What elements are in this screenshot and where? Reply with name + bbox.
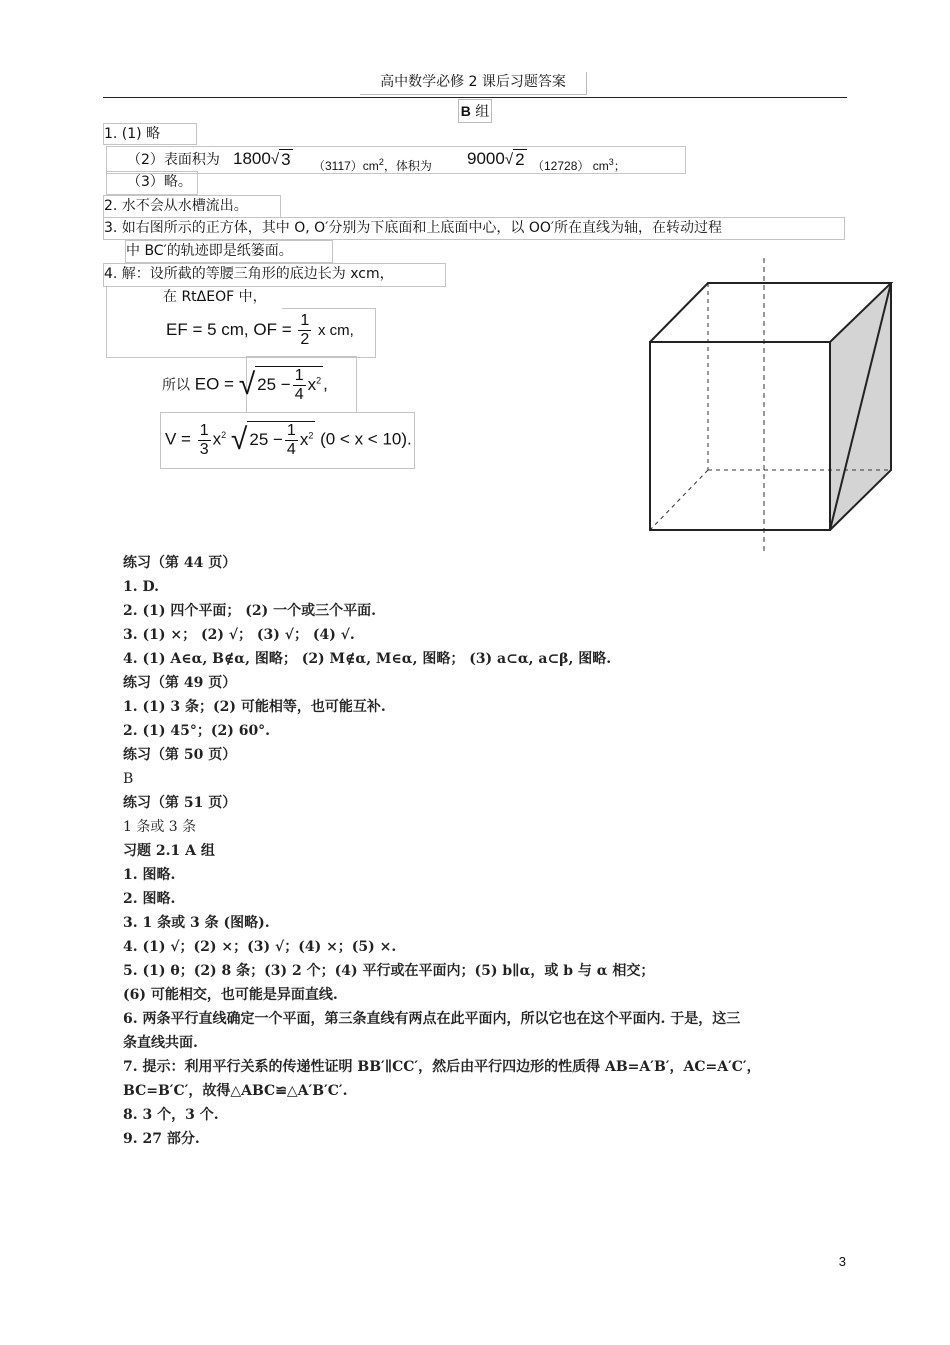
scan-line: 2. (1) 四个平面； (2) 一个或三个平面. — [123, 603, 376, 619]
scan-line: 3. (1) ×； (2) √； (3) √； (4) √. — [123, 627, 355, 643]
item-1b-text: （2）表面积为 — [127, 152, 220, 168]
formula-eo: 所以 EO = √ 25 − $\frac{1}{4}$ $x^2$ , — [162, 367, 328, 403]
formula-volume: V = $\frac{1}{3}$ $x^2$ √ 25 − $\frac{1}{4}$ $x^2$ (0 < x < 10). — [165, 421, 412, 458]
scan-line: 6. 两条平行直线确定一个平面，第三条直线有两点在此平面内，所以它也在这个平面内. 于是，这三 — [123, 1011, 741, 1027]
scan-line: 2. 图略. — [123, 891, 176, 907]
scan-line: (6) 可能相交，也可能是异面直线. — [123, 987, 338, 1003]
item-3b: 中 BC′的轨迹即是纸篓面。 — [125, 240, 333, 263]
area-value: 1800√ 3 — [233, 149, 291, 170]
scan-line: 习题 2.1 A 组 — [123, 843, 215, 859]
scan-line: 1. D. — [123, 579, 160, 595]
group-word: 组 — [475, 104, 490, 120]
scan-line: 3. 1 条或 3 条 (图略). — [123, 915, 270, 931]
scan-line: 5. (1) θ；(2) 8 条；(3) 2 个；(4) 平行或在平面内；(5) b∥α，或 b 与 α 相交； — [123, 963, 655, 979]
scan-line: 练习（第 44 页） — [123, 555, 237, 571]
page-header: 高中数学必修 2 课后习题答案 — [360, 72, 587, 95]
scan-line: 1. (1) 3 条；(2) 可能相等，也可能互补. — [123, 699, 386, 715]
scan-line: 练习（第 51 页） — [123, 795, 237, 811]
fraction-third: $\frac{1}{3}$ — [199, 421, 209, 458]
scan-line: 4. (1) A∈α, B∉α, 图略； (2) M∉α, M∈α, 图略； (3) a⊂α, a⊂β, 图略. — [123, 651, 612, 667]
scan-line: 7. 提示：利用平行关系的传递性证明 BB′∥CC′，然后由平行四边形的性质得 AB=A′B′，AC=A′C′， — [123, 1059, 761, 1075]
header-rule — [103, 97, 847, 98]
cube-front-face — [650, 342, 830, 530]
item-1b — [106, 146, 686, 174]
volume-approx: （12728） $cm^3$； — [532, 157, 626, 173]
scan-line: 练习（第 50 页） — [123, 747, 237, 763]
scan-line: BC=B′C′，故得△ABC≌△A′B′C′. — [123, 1083, 348, 1099]
formula-ef-of: EF = 5 cm, OF = $\frac{1}{2}$ x cm, — [166, 312, 354, 348]
fraction-quarter-2: $\frac{1}{4}$ — [286, 422, 296, 458]
scan-line: 练习（第 49 页） — [123, 675, 237, 691]
hidden-edge-3 — [650, 470, 708, 530]
scan-line: 9. 27 部分. — [123, 1131, 200, 1147]
area-approx: $(3117)cm^2$，体积为 — [313, 157, 432, 173]
scan-line: B — [123, 771, 134, 787]
item-3a: 3. 如右图所示的正方体，其中 O, O′分别为下底面和上底面中心，以 OO′所在直线为轴，在转动过程 — [103, 217, 845, 240]
fraction-quarter: $\frac{1}{4}$ — [294, 367, 304, 403]
group-letter: B — [460, 103, 471, 119]
item-1a: 1. (1) 略 — [103, 123, 197, 145]
fraction-half: $\frac{1}{2}$ — [300, 312, 310, 348]
scan-line: 8. 3 个，3 个. — [123, 1107, 219, 1123]
item-1c: （3）略。 — [106, 171, 198, 195]
scan-line: 1. 图略. — [123, 867, 176, 883]
page-number: 3 — [838, 1254, 846, 1269]
cube-figure — [640, 250, 900, 560]
scan-line: 条直线共面. — [123, 1035, 198, 1051]
group-b-label — [458, 99, 492, 123]
item-4a: 4. 解：设所截的等腰三角形的底边长为 xcm， — [103, 263, 446, 287]
volume-value: 9000√ 2 — [467, 149, 525, 170]
scan-line: 2. (1) 45°；(2) 60°. — [123, 723, 271, 739]
item-4b: 在 RtΔEOF 中， — [163, 289, 267, 305]
scanned-answers — [123, 551, 761, 1151]
scan-line: 1 条或 3 条 — [123, 819, 197, 835]
scan-line: 4. (1) √；(2) ×；(3) √；(4) ×；(5) ×. — [123, 939, 397, 955]
item-2: 2. 水不会从水槽流出。 — [103, 195, 281, 218]
